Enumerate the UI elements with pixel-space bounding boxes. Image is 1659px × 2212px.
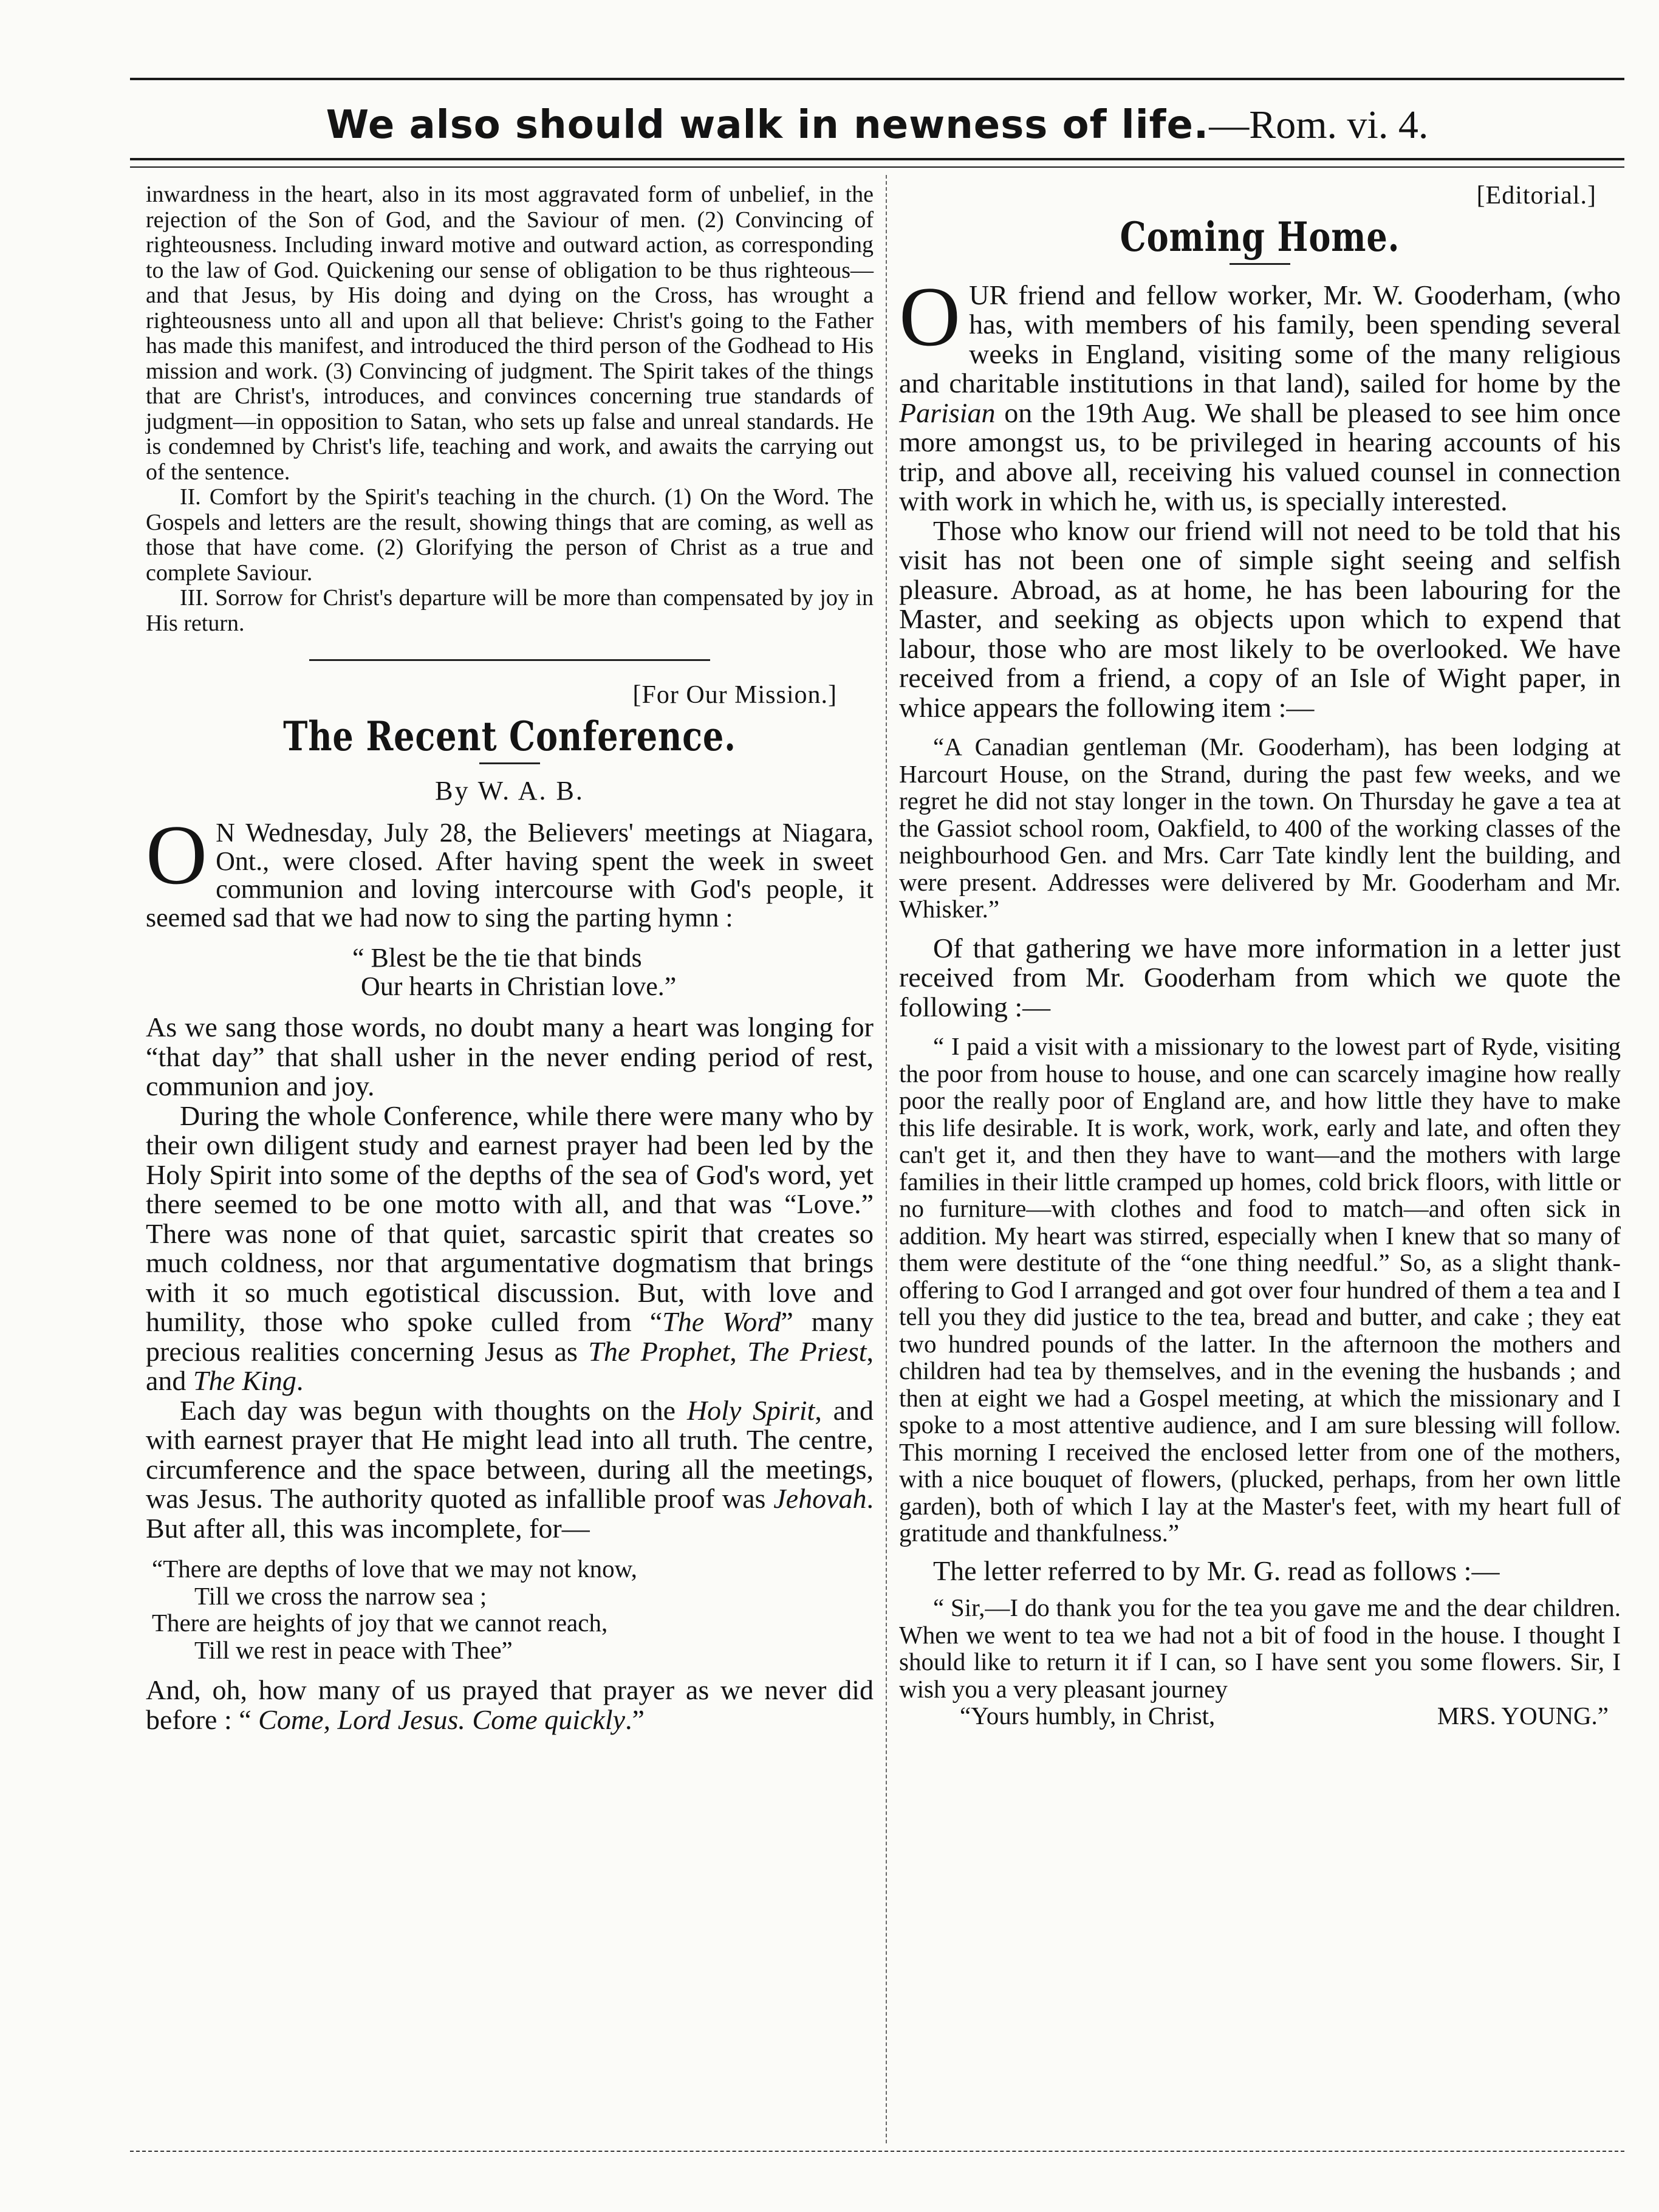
bottom-rule bbox=[130, 2151, 1624, 2152]
verse-line: There are heights of joy that we cannot reach, bbox=[152, 1609, 608, 1637]
editorial-paragraph: Of that gathering we have more information in a letter just received from Mr. Gooderham from which we quote the following :— bbox=[899, 932, 1621, 1022]
verse-line: Till we cross the narrow sea ; bbox=[194, 1581, 487, 1610]
sign-off: “Yours humbly, in Christ, bbox=[960, 1702, 1216, 1730]
verse-line: Till we rest in peace with Thee” bbox=[194, 1635, 513, 1664]
article-title: The Recent Conference. bbox=[283, 712, 736, 760]
sermon-notes-paragraph: inwardness in the heart, also in its most aggravated form of unbelief, in the rejection of the Son of God, and the Saviour of men. (2) Convincing of righteousness. Including inward motive and outward action, as corresponding to the law of God. Quickening our sense of obligation to be thus righteous—and that Jesus, by His doing and dying on the Cross, has wrought a righteousness unto all and upon all that believe: Christ's going to the Father has made this manifest, and introduced the third person of the Godhead to His mission and work. (3) Convincing of judgment. The Spirit takes of the things that are Christ's, introduces, and convinces concerning true standards of judgment—in opposition to Satan, who sets up false and unreal standards. He is condemned by Christ's life, teaching and work, and awaits the carrying out of the sentence. bbox=[146, 182, 874, 485]
signature: MRS. YOUNG.” bbox=[1437, 1702, 1609, 1730]
header-motto: We also should walk in newness of life. bbox=[326, 103, 1209, 148]
right-column bbox=[899, 182, 1621, 1730]
column-divider bbox=[886, 175, 887, 2143]
article-paragraph: During the whole Conference, while there were many who by their own diligent study and earnest prayer had been led by the Holy Spirit into some of the depths of the sea of God's word, yet there seemed to be one motto with all, and that was “Love.” There was none of that quiet, sarcastic spirit that creates so much coldness, nor that argumentative dogmatism that brings with it so much egotistical discussion. But, with love and humility, those who spoke culled from “The Word” many precious realities concerning Jesus as The Prophet, The Priest, and The King. bbox=[146, 1100, 874, 1396]
sermon-notes-point-three: III. Sorrow for Christ's departure will be more than compensated by joy in His return. bbox=[146, 585, 874, 636]
header-rule-bottom bbox=[130, 166, 1624, 168]
header-rule-top bbox=[130, 158, 1624, 160]
hymn-line: “ Blest be the tie that binds bbox=[352, 943, 642, 973]
article-paragraph: Each day was begun with thoughts on the Holy Spirit, and with earnest prayer that He might lead into all truth. The centre, circumference and the space between, during all the meetings, was Jesus. The authority quoted as infallible proof was Jehovah. But after all, this was incomplete, for— bbox=[146, 1394, 874, 1544]
thank-you-letter: “ Sir,—I do thank you for the tea you gave me and the dear children. When we went to tea we had not a bit of food in the house. I thought I should like to return it if I can, so I have sent you some flowers. Sir, I wish you a very pleasant journey bbox=[899, 1594, 1621, 1703]
article-tag: [For Our Mission.] bbox=[632, 681, 837, 709]
page-header bbox=[130, 102, 1624, 148]
hymn-line: Our hearts in Christian love.” bbox=[361, 971, 677, 1001]
drop-cap: O bbox=[899, 269, 961, 364]
header-reference: —Rom. vi. 4. bbox=[1209, 103, 1429, 147]
newspaper-page bbox=[130, 78, 1624, 2162]
editorial-opening-paragraph: OUR friend and fellow worker, Mr. W. Gooderham, (who has, with members of his family, been spending several weeks in England, visiting some of the many religious and charitable institutions in that land), sailed for home by the Parisian on the 19th Aug. We shall be pleased to see him once more amongst us, to be privileged in hearing accounts of his trip, and above all, receiving his valued counsel in connection with work in which he, with us, is specially interested. bbox=[899, 269, 1621, 516]
letter-quote: “ I paid a visit with a missionary to the lowest part of Ryde, visiting the poor from house to house, and one can scarcely imagine how really poor the really poor of England are, and how little they have to make this life desirable. It is work, work, work, early and late, and often they can't get it, and then they have to want—and the mothers with large families in their little cramped up homes, cold brick floors, with little or no furniture—with clothes and food to match—and often sick in addition. My heart was stirred, especially when I knew that so many of them were destitute of the “one thing needful.” So, as a slight thank-offering to God I arranged and got over four hundred of them a tea and I tell you they did justice to the tea, bread and butter, and cake ; they eat two hundred pounds of the latter. In the afternoon the mothers and children had tea by themselves, and in the evening the husbands ; and then at eight we had a Gospel meeting, at which the missionary and I spoke to a most attentive audience, and I am sure blessing will follow. This morning I received the enclosed letter from one of the mothers, with a nice bouquet of flowers, (plucked, perhaps, from her own little garden), both of which I lay at the Master's feet, with my heart full of gratitude and thankfulness.” bbox=[899, 1032, 1621, 1547]
verse-quote bbox=[146, 1555, 874, 1663]
editorial-title: Coming Home. bbox=[1120, 213, 1400, 261]
editorial-paragraph: Those who know our friend will not need to be told that his visit has not been one of simple sight seeing and selfish pleasure. Abroad, as at home, he has been labouring for the Master, and seeking as objects upon which to expend that labour, those who are most likely to be overlooked. We have received from a friend, a copy of an Isle of Wight paper, in whice appears the following item :— bbox=[899, 515, 1621, 723]
left-column bbox=[146, 182, 874, 1734]
drop-cap: O bbox=[146, 808, 208, 902]
article-byline: By W. A. B. bbox=[435, 775, 584, 806]
article-paragraph: As we sang those words, no doubt many a heart was longing for “that day” that shall usher in the never ending period of rest, communion and joy. bbox=[146, 1012, 874, 1101]
verse-line: “There are depths of love that we may not know, bbox=[152, 1555, 637, 1583]
top-rule bbox=[130, 78, 1624, 80]
article-opening-paragraph: O N Wednesday, July 28, the Believers' meetings at Niagara, Ont., were closed. After having spent the week in sweet communion and loving intercourse with God's people, it seemed sad that we had now to sing the parting hymn : bbox=[146, 808, 874, 933]
hymn-quote bbox=[146, 944, 874, 1001]
editorial-tag: [Editorial.] bbox=[1476, 182, 1596, 210]
title-underline bbox=[1230, 263, 1290, 265]
section-divider bbox=[309, 659, 710, 661]
editorial-paragraph: The letter referred to by Mr. G. read as follows :— bbox=[933, 1555, 1500, 1586]
newspaper-quote: “A Canadian gentleman (Mr. Gooderham), has been lodging at Harcourt House, on the Strand, during the past few weeks, and we regret he did not stay longer in the town. On Thursday he gave a tea at the Gassiot school room, Oakfield, to 400 of the working classes of the neighbourhood Gen. and Mrs. Carr Tate kindly lent the building, and were present. Addresses were delivered by Mr. Gooderham and Mr. Whisker.” bbox=[899, 733, 1621, 923]
sermon-notes-point-two: II. Comfort by the Spirit's teaching in the church. (1) On the Word. The Gospels and letters are the result, showing things that are coming, as well as those that have come. (2) Glorifying the person of Christ as a true and complete Saviour. bbox=[146, 484, 874, 586]
title-underline bbox=[479, 762, 540, 764]
letter-signature-line bbox=[899, 1702, 1621, 1730]
article-closing-paragraph: And, oh, how many of us prayed that prayer as we never did before : “ Come, Lord Jesus. Come quickly.” bbox=[146, 1674, 874, 1735]
